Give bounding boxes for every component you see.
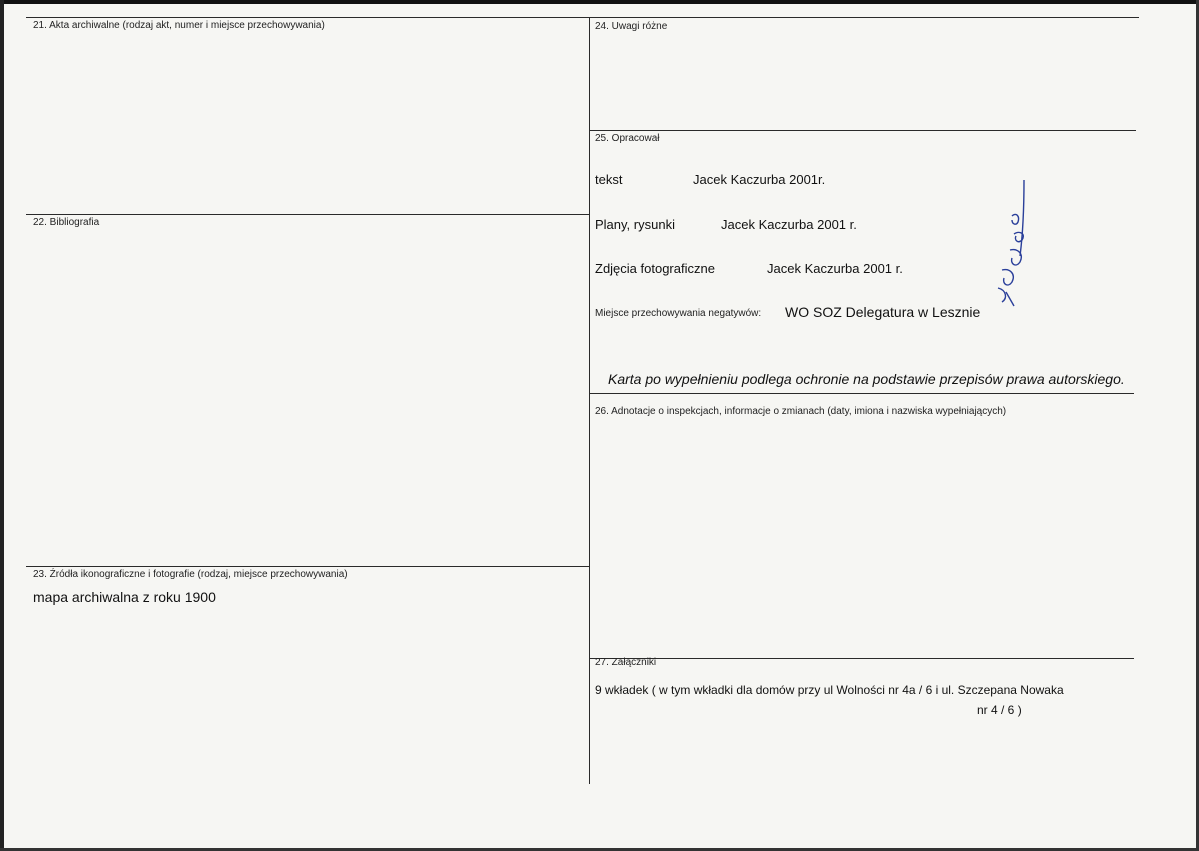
zdjecia-value: Jacek Kaczurba 2001 r.	[767, 261, 903, 276]
field-27-top-rule	[589, 658, 1134, 659]
page-border-left	[0, 0, 4, 851]
field-26-label: 26. Adnotacje o inspekcjach, informacje o zmianach (daty, imiona i nazwiska wypełniających)	[595, 406, 1007, 417]
negatywy-value: WO SOZ Delegatura w Lesznie	[785, 304, 981, 320]
negatywy-label: Miejsce przechowywania negatywów:	[595, 308, 762, 319]
tekst-value: Jacek Kaczurba 2001r.	[693, 172, 826, 187]
field-21-top-rule	[26, 17, 589, 18]
handwritten-signature	[990, 178, 1040, 318]
field-23-top-rule	[26, 566, 589, 567]
field-25-top-rule	[589, 130, 1136, 131]
field-26-top-rule	[589, 393, 1134, 394]
field-25-label: 25. Opracował	[595, 133, 660, 144]
plany-label: Plany, rysunki	[595, 217, 675, 232]
field-23-value: mapa archiwalna z roku 1900	[33, 589, 216, 605]
field-21-label: 21. Akta archiwalne (rodzaj akt, numer i miejsce przechowywania)	[33, 20, 325, 31]
page-border-top	[0, 0, 1199, 4]
field-22-top-rule	[26, 214, 589, 215]
copyright-notice: Karta po wypełnieniu podlega ochronie na podstawie przepisów prawa autorskiego.	[608, 371, 1125, 387]
attachments-line-1: 9 wkładek ( w tym wkładki dla domów przy ul Wolności nr 4a / 6 i ul. Szczepana Nowaka	[595, 683, 1064, 697]
field-24-label: 24. Uwagi różne	[595, 21, 668, 32]
tekst-label: tekst	[595, 172, 623, 187]
plany-value: Jacek Kaczurba 2001 r.	[721, 217, 857, 232]
column-divider	[589, 17, 590, 784]
field-22-label: 22. Bibliografia	[33, 217, 100, 228]
field-24-top-rule	[589, 17, 1139, 18]
field-27-label: 27. Załączniki	[595, 657, 657, 668]
field-23-label: 23. Źródła ikonograficzne i fotografie (rodzaj, miejsce przechowywania)	[33, 569, 348, 580]
attachments-line-2: nr 4 / 6 )	[977, 703, 1022, 717]
zdjecia-label: Zdjęcia fotograficzne	[595, 261, 715, 276]
